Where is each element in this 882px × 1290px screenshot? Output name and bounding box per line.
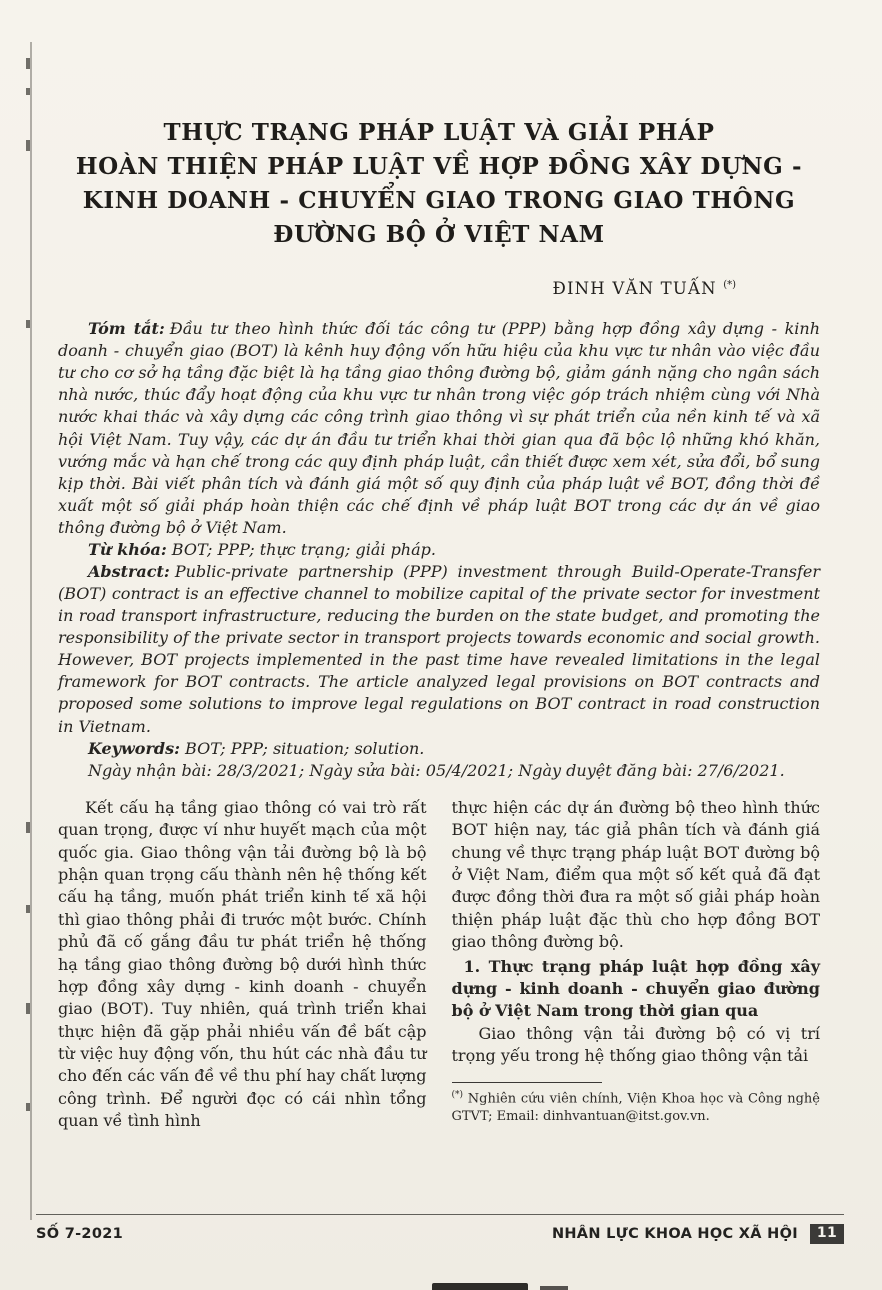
footnote [452,1082,821,1125]
abstract-vi-text: Đầu tư theo hình thức đối tác công tư (PPP) bằng hợp đồng xây dựng - kinh doanh - chuyển giao (BOT) là kênh huy động vốn hữu hiệu của khu vực tư nhân vào việc đầu tư cho cơ sở hạ tầng đặc biệt là hạ tầng giao thông đường bộ, giảm gánh nặng cho ngân sách nhà nước, thúc đẩy hoạt động của khu vực tư nhân trong việc góp trách nhiệm cùng với Nhà nước khai thác và xây dựng các công trình giao thông vì sự phát triển của nền kinh tế và xã hội Việt Nam. Tuy vậy, các dự án đầu tư triển khai thời gian qua đã bộc lộ những khó khăn, vướng mắc và hạn chế trong các quy định pháp luật, cần thiết được xem xét, sửa đổi, bổ sung kịp thời. Bài viết phân tích và đánh giá một số quy định của pháp luật về BOT, đồng thời đề xuất một số giải pháp hoàn thiện các chế định về pháp luật BOT trong các dự án về giao thông đường bộ ở Việt Nam. [58,319,821,537]
footer-page-number: 11 [810,1224,844,1244]
abstract-en-label: Abstract: [88,561,170,581]
author-footnote-marker: (*) [723,279,736,291]
article-title [58,116,820,252]
keywords-en [58,738,820,760]
footnote-marker: (*) [451,1090,464,1101]
body-columns [58,797,820,1133]
title-line: THỰC TRẠNG PHÁP LUẬT VÀ GIẢI PHÁP [163,119,715,146]
scan-artifact-tick [26,320,30,328]
keywords-en-label: Keywords: [88,738,181,758]
footer-right-group [552,1224,844,1244]
title-line: KINH DOANH - CHUYỂN GIAO TRONG GIAO THÔNG [82,187,796,215]
keywords-vi-label: Từ khóa: [88,539,167,559]
keywords-vi-text: BOT; PPP; thực trạng; giải pháp. [171,539,436,559]
title-line: HOÀN THIỆN PHÁP LUẬT VỀ HỢP ĐỒNG XÂY DỰNG - [75,153,803,181]
page-footer [36,1214,844,1244]
author-line [58,279,820,298]
scan-artifact-bottom-smudge [540,1286,568,1290]
abstract-vi-label: Tóm tắt: [88,319,165,339]
left-column [58,797,427,1133]
section-heading: 1. Thực trạng pháp luật hợp đồng xây dựng - kinh doanh - chuyển giao đường bộ ở Việt Nam trong thời gian qua [451,956,820,1021]
keywords-vi [58,539,820,561]
scan-artifact-tick [26,140,30,151]
body-paragraph: thực hiện các dự án đường bộ theo hình thức BOT hiện nay, tác giả phân tích và đánh giá chung về thực trạng pháp luật BOT đường bộ ở Việt Nam, điểm qua một số kết quả đã đạt được đồng thời đưa ra một số giải pháp hoàn thiện pháp luật đặc thù cho hợp đồng BOT giao thông đường bộ. [451,797,820,952]
footer-issue: SỐ 7-2021 [36,1226,123,1243]
footer-rule [36,1214,844,1215]
article [58,116,820,1133]
scan-artifact-bottom-smudge [432,1283,528,1290]
right-column [452,797,821,1133]
author-name: ĐINH VĂN TUẤN [552,279,717,299]
footer-journal-name: NHÂN LỰC KHOA HỌC XÃ HỘI [551,1226,798,1243]
keywords-en-text: BOT; PPP; situation; solution. [185,738,425,758]
scan-artifact-left-line [30,42,32,1220]
abstract-vi [58,318,820,539]
scan-artifact-tick [26,58,30,69]
scan-artifact-tick [26,822,30,833]
scan-artifact-tick [26,1103,30,1111]
submission-dates: Ngày nhận bài: 28/3/2021; Ngày sửa bài: 05/4/2021; Ngày duyệt đăng bài: 27/6/2021. [88,760,785,780]
footnote-rule [452,1082,602,1083]
abstract-en-text: Public-private partnership (PPP) investment through Build-Operate-Transfer (BOT) contract is an effective channel to mobilize capital of the private sector for investment in road transport infrastructure, reducing the burden on the state budget, and promoting the responsibility of the private sector in transport projects towards economic and social growth. However, BOT projects implemented in the past time have revealed limitations in the legal framework for BOT contracts. The article analyzed legal provisions on BOT contracts and proposed some solutions to improve legal regulations on BOT contract in road construction in Vietnam. [58,561,820,736]
body-paragraph: Giao thông vận tải đường bộ có vị trí trọng yếu trong hệ thống giao thông vận tải [451,1023,820,1066]
title-line: ĐƯỜNG BỘ Ở VIỆT NAM [273,221,605,249]
scan-artifact-tick [26,88,30,95]
footnote-text-line [452,1089,821,1125]
scan-artifact-tick [26,905,30,913]
footer-row [36,1224,844,1244]
footnote-text: Nghiên cứu viên chính, Viện Khoa học và Công nghệ GTVT; Email: dinhvantuan@itst.gov.vn. [451,1091,820,1125]
body-paragraph: Kết cấu hạ tầng giao thông có vai trò rất quan trọng, được ví như huyết mạch của một quốc gia. Giao thông vận tải đường bộ là bộ phận quan trọng cấu thành nên hệ thống kết cấu hạ tầng, muốn phát triển kinh tế xã hội thì giao thông phải đi trước một bước. Chính phủ đã cố gắng đầu tư phát triển hệ thống hạ tầng giao thông đường bộ dưới hình thức hợp đồng xây dựng - kinh doanh - chuyển giao (BOT). Tuy nhiên, quá trình triển khai thực hiện đã gặp phải nhiều vấn đề bất cập từ việc huy động vốn, thu hút các nhà đầu tư cho đến các vấn đề về thu phí hay chất lượng công trình. Để người đọc có cái nhìn tổng quan về tình hình [58,797,427,1131]
abstract-en [58,561,820,738]
front-matter [58,318,820,782]
scan-artifact-tick [26,1003,30,1014]
